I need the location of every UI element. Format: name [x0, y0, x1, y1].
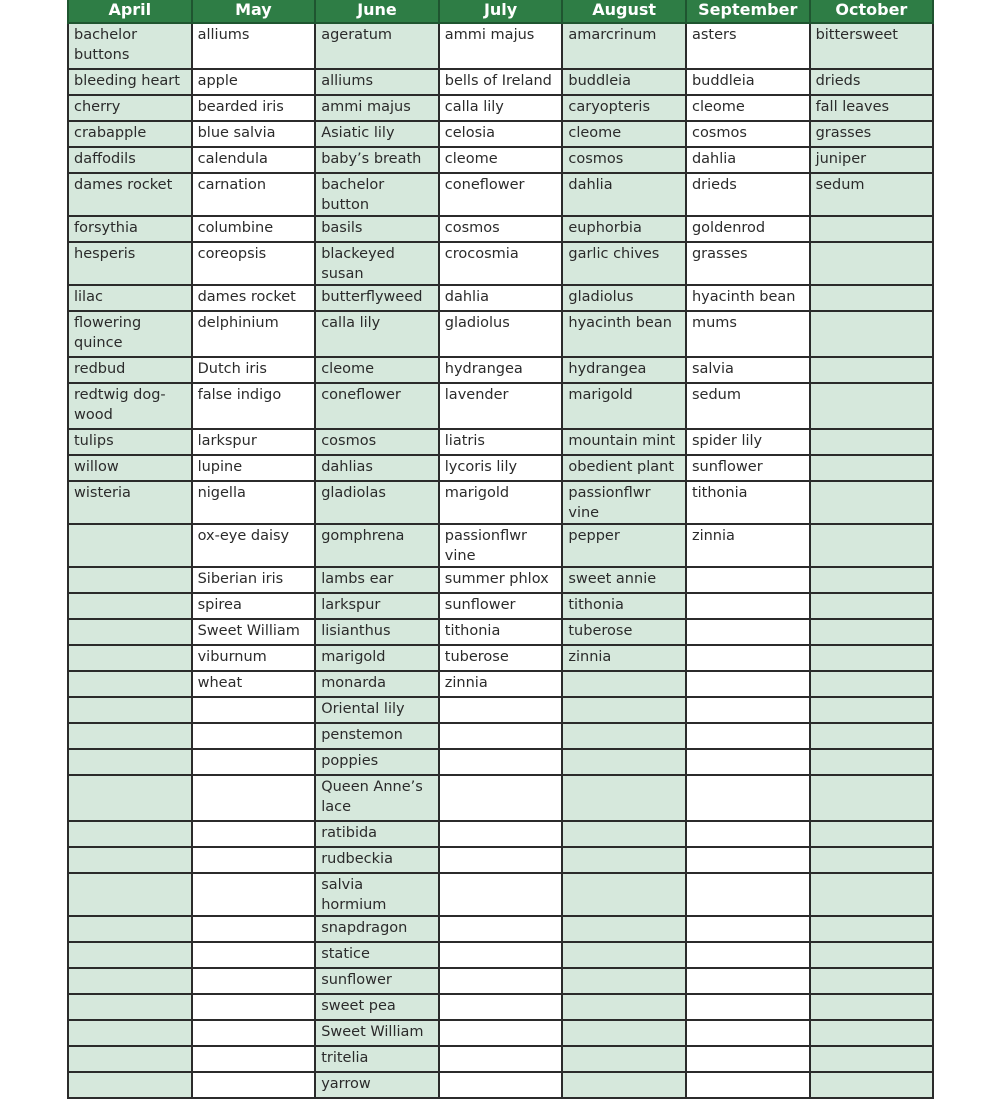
table-cell	[68, 524, 192, 567]
table-cell: columbine	[192, 216, 316, 242]
table-cell	[686, 847, 810, 873]
table-cell: wheat	[192, 671, 316, 697]
table-cell	[439, 873, 563, 916]
table-cell: gladiolus	[562, 285, 686, 311]
table-cell	[686, 671, 810, 697]
table-cell: pepper	[562, 524, 686, 567]
table-cell	[68, 942, 192, 968]
table-cell: mountain mint	[562, 429, 686, 455]
table-cell: cleome	[686, 95, 810, 121]
table-row	[68, 916, 933, 942]
table-cell: passionflwr vine	[562, 481, 686, 524]
table-cell: tulips	[68, 429, 192, 455]
table-cell	[562, 873, 686, 916]
table-cell	[562, 968, 686, 994]
table-cell: blackeyed susan	[315, 242, 439, 285]
table-cell: sedum	[686, 383, 810, 429]
table-cell	[810, 593, 934, 619]
table-cell	[192, 968, 316, 994]
month-header-may: May	[192, 0, 316, 23]
table-cell: amarcrinum	[562, 23, 686, 69]
header-row	[68, 0, 933, 23]
table-row	[68, 723, 933, 749]
table-cell	[686, 942, 810, 968]
table-cell: sedum	[810, 173, 934, 216]
table-cell	[68, 968, 192, 994]
table-row	[68, 645, 933, 671]
table-row	[68, 311, 933, 357]
table-cell: hydrangea	[562, 357, 686, 383]
table-cell	[192, 775, 316, 821]
table-cell: coreopsis	[192, 242, 316, 285]
table-cell: hyacinth bean	[562, 311, 686, 357]
table-cell: dahlia	[562, 173, 686, 216]
table-cell: Sweet William	[192, 619, 316, 645]
table-row	[68, 121, 933, 147]
table-cell	[192, 916, 316, 942]
table-row	[68, 994, 933, 1020]
table-cell: sweet pea	[315, 994, 439, 1020]
table-cell: tuberose	[562, 619, 686, 645]
table-cell	[686, 697, 810, 723]
table-cell	[810, 1072, 934, 1098]
table-row	[68, 697, 933, 723]
table-cell: calendula	[192, 147, 316, 173]
table-cell: larkspur	[192, 429, 316, 455]
table-cell	[810, 697, 934, 723]
table-cell	[686, 873, 810, 916]
table-cell: carnation	[192, 173, 316, 216]
table-row	[68, 567, 933, 593]
table-cell: lilac	[68, 285, 192, 311]
table-cell: delphinium	[192, 311, 316, 357]
table-cell: Queen Anne’s lace	[315, 775, 439, 821]
table-cell: salvia	[686, 357, 810, 383]
table-cell: obedient plant	[562, 455, 686, 481]
table-cell	[439, 994, 563, 1020]
table-cell	[68, 873, 192, 916]
table-cell: ageratum	[315, 23, 439, 69]
table-cell: willow	[68, 455, 192, 481]
table-cell: tithonia	[686, 481, 810, 524]
table-cell	[68, 847, 192, 873]
table-cell: hyacinth bean	[686, 285, 810, 311]
table-cell: larkspur	[315, 593, 439, 619]
table-cell: tithonia	[439, 619, 563, 645]
table-cell	[686, 567, 810, 593]
table-cell	[810, 645, 934, 671]
table-cell	[686, 645, 810, 671]
table-cell: cosmos	[562, 147, 686, 173]
table-cell: grasses	[686, 242, 810, 285]
table-cell: gladiolas	[315, 481, 439, 524]
table-cell	[810, 723, 934, 749]
table-cell	[439, 1020, 563, 1046]
table-cell	[192, 1020, 316, 1046]
table-row	[68, 749, 933, 775]
table-cell	[68, 723, 192, 749]
table-cell: Siberian iris	[192, 567, 316, 593]
table-row	[68, 242, 933, 285]
table-cell: grasses	[810, 121, 934, 147]
table-cell: blue salvia	[192, 121, 316, 147]
table-cell: sweet annie	[562, 567, 686, 593]
table-cell	[439, 942, 563, 968]
table-cell: ammi majus	[439, 23, 563, 69]
table-row	[68, 455, 933, 481]
table-cell	[562, 749, 686, 775]
table-cell	[810, 916, 934, 942]
table-cell	[562, 671, 686, 697]
table-cell	[810, 619, 934, 645]
table-cell: bachelor button	[315, 173, 439, 216]
table-cell: false indigo	[192, 383, 316, 429]
table-row	[68, 619, 933, 645]
table-cell: summer phlox	[439, 567, 563, 593]
table-cell: cosmos	[315, 429, 439, 455]
table-cell: cleome	[315, 357, 439, 383]
table-cell: liatris	[439, 429, 563, 455]
table-cell: nigella	[192, 481, 316, 524]
table-cell: dahlia	[439, 285, 563, 311]
table-cell	[439, 968, 563, 994]
table-cell: marigold	[439, 481, 563, 524]
table-cell: spider lily	[686, 429, 810, 455]
table-cell: juniper	[810, 147, 934, 173]
table-cell: hesperis	[68, 242, 192, 285]
table-cell	[562, 916, 686, 942]
table-cell: Sweet William	[315, 1020, 439, 1046]
table-row	[68, 942, 933, 968]
table-cell	[68, 619, 192, 645]
table-cell	[810, 775, 934, 821]
table-cell: bachelor buttons	[68, 23, 192, 69]
table-row	[68, 821, 933, 847]
table-cell	[192, 1072, 316, 1098]
table-cell	[686, 1072, 810, 1098]
table-cell: crabapple	[68, 121, 192, 147]
table-cell: buddleia	[686, 69, 810, 95]
table-cell	[810, 821, 934, 847]
table-cell	[562, 697, 686, 723]
table-cell: apple	[192, 69, 316, 95]
table-cell	[439, 1072, 563, 1098]
month-header-october: October	[810, 0, 934, 23]
table-row	[68, 775, 933, 821]
table-cell	[686, 1046, 810, 1072]
table-cell: penstemon	[315, 723, 439, 749]
table-cell: buddleia	[562, 69, 686, 95]
table-row	[68, 285, 933, 311]
table-cell: redtwig dog-wood	[68, 383, 192, 429]
table-cell: lycoris lily	[439, 455, 563, 481]
table-row	[68, 95, 933, 121]
table-cell: Oriental lily	[315, 697, 439, 723]
table-cell: zinnia	[562, 645, 686, 671]
table-cell	[68, 994, 192, 1020]
table-cell: forsythia	[68, 216, 192, 242]
flower-season-table	[67, 0, 934, 1099]
month-header-june: June	[315, 0, 439, 23]
table-row	[68, 524, 933, 567]
table-cell: drieds	[686, 173, 810, 216]
table-cell: sunflower	[439, 593, 563, 619]
table-cell: coneflower	[315, 383, 439, 429]
table-cell: calla lily	[315, 311, 439, 357]
table-cell: ammi majus	[315, 95, 439, 121]
table-cell	[686, 749, 810, 775]
table-cell	[439, 697, 563, 723]
table-cell	[68, 593, 192, 619]
table-row	[68, 147, 933, 173]
table-cell	[68, 1046, 192, 1072]
table-cell: lavender	[439, 383, 563, 429]
table-row	[68, 593, 933, 619]
table-cell: calla lily	[439, 95, 563, 121]
table-cell	[810, 455, 934, 481]
table-cell: marigold	[315, 645, 439, 671]
table-row	[68, 173, 933, 216]
table-cell: marigold	[562, 383, 686, 429]
table-cell	[810, 481, 934, 524]
table-cell: monarda	[315, 671, 439, 697]
table-cell	[686, 916, 810, 942]
table-cell	[810, 429, 934, 455]
table-cell: snapdragon	[315, 916, 439, 942]
table-cell: ratibida	[315, 821, 439, 847]
table-cell	[686, 723, 810, 749]
table-cell	[68, 821, 192, 847]
table-cell: yarrow	[315, 1072, 439, 1098]
table-cell	[68, 671, 192, 697]
table-cell	[68, 775, 192, 821]
table-cell	[686, 821, 810, 847]
table-cell	[562, 821, 686, 847]
table-cell	[686, 1020, 810, 1046]
table-cell	[810, 1046, 934, 1072]
table-cell	[68, 1020, 192, 1046]
table-row	[68, 383, 933, 429]
table-cell	[810, 383, 934, 429]
table-row	[68, 1072, 933, 1098]
table-row	[68, 357, 933, 383]
table-cell	[192, 994, 316, 1020]
table-cell: tuberose	[439, 645, 563, 671]
table-cell: dames rocket	[192, 285, 316, 311]
table-cell: baby’s breath	[315, 147, 439, 173]
table-cell	[439, 749, 563, 775]
table-cell	[192, 821, 316, 847]
table-cell: sunflower	[686, 455, 810, 481]
table-cell: bittersweet	[810, 23, 934, 69]
table-cell: butterflyweed	[315, 285, 439, 311]
table-cell	[686, 968, 810, 994]
table-cell	[810, 749, 934, 775]
table-cell	[192, 1046, 316, 1072]
table-cell: gladiolus	[439, 311, 563, 357]
table-row	[68, 23, 933, 69]
table-cell: Dutch iris	[192, 357, 316, 383]
table-cell	[192, 749, 316, 775]
table-cell	[439, 723, 563, 749]
table-cell	[562, 775, 686, 821]
table-cell: bearded iris	[192, 95, 316, 121]
table-cell	[562, 994, 686, 1020]
table-cell	[810, 942, 934, 968]
month-header-august: August	[562, 0, 686, 23]
table-cell: tritelia	[315, 1046, 439, 1072]
table-cell	[192, 942, 316, 968]
table-cell: passionflwr vine	[439, 524, 563, 567]
table-cell	[562, 847, 686, 873]
table-cell: viburnum	[192, 645, 316, 671]
table-cell	[686, 775, 810, 821]
month-header-september: September	[686, 0, 810, 23]
table-cell: flowering quince	[68, 311, 192, 357]
table-cell	[439, 775, 563, 821]
table-row	[68, 968, 933, 994]
table-cell: cosmos	[439, 216, 563, 242]
table-cell: spirea	[192, 593, 316, 619]
table-cell	[562, 723, 686, 749]
table-cell	[68, 645, 192, 671]
table-cell	[810, 1020, 934, 1046]
table-row	[68, 481, 933, 524]
table-cell: basils	[315, 216, 439, 242]
table-cell	[192, 847, 316, 873]
table-cell	[810, 994, 934, 1020]
table-cell	[810, 847, 934, 873]
table-cell	[68, 567, 192, 593]
table-row	[68, 873, 933, 916]
table-cell: celosia	[439, 121, 563, 147]
table-cell	[562, 1072, 686, 1098]
table-cell	[192, 873, 316, 916]
table-cell	[68, 697, 192, 723]
table-cell: lisianthus	[315, 619, 439, 645]
table-cell	[439, 821, 563, 847]
table-cell: bleeding heart	[68, 69, 192, 95]
table-cell	[192, 723, 316, 749]
table-cell: gomphrena	[315, 524, 439, 567]
table-cell	[810, 285, 934, 311]
table-cell	[810, 242, 934, 285]
table-cell: cherry	[68, 95, 192, 121]
table-cell	[68, 1072, 192, 1098]
table-cell	[810, 311, 934, 357]
table-cell: tithonia	[562, 593, 686, 619]
table-cell: poppies	[315, 749, 439, 775]
table-cell	[439, 1046, 563, 1072]
table-cell	[810, 357, 934, 383]
table-cell	[810, 567, 934, 593]
table-cell	[562, 1046, 686, 1072]
table-cell: lupine	[192, 455, 316, 481]
table-row	[68, 1046, 933, 1072]
table-cell: euphorbia	[562, 216, 686, 242]
table-cell: redbud	[68, 357, 192, 383]
table-cell: garlic chives	[562, 242, 686, 285]
table-cell: alliums	[315, 69, 439, 95]
month-header-april: April	[68, 0, 192, 23]
table-cell: coneflower	[439, 173, 563, 216]
table-row	[68, 216, 933, 242]
table-cell	[686, 619, 810, 645]
table-cell	[439, 847, 563, 873]
table-cell	[810, 524, 934, 567]
table-cell: cleome	[439, 147, 563, 173]
table-cell: cleome	[562, 121, 686, 147]
table-row	[68, 847, 933, 873]
table-cell	[810, 671, 934, 697]
table-cell: daffodils	[68, 147, 192, 173]
table-cell: asters	[686, 23, 810, 69]
table-row	[68, 429, 933, 455]
table-cell: cosmos	[686, 121, 810, 147]
table-row	[68, 671, 933, 697]
table-cell	[686, 994, 810, 1020]
table-cell: lambs ear	[315, 567, 439, 593]
table-cell: hydrangea	[439, 357, 563, 383]
table-cell	[810, 873, 934, 916]
table-row	[68, 1020, 933, 1046]
table-cell: dames rocket	[68, 173, 192, 216]
table-cell: mums	[686, 311, 810, 357]
table-cell	[192, 697, 316, 723]
table-cell: dahlias	[315, 455, 439, 481]
table-cell: goldenrod	[686, 216, 810, 242]
table-cell: alliums	[192, 23, 316, 69]
table-cell: zinnia	[686, 524, 810, 567]
table-cell: fall leaves	[810, 95, 934, 121]
table-cell: statice	[315, 942, 439, 968]
table-cell	[810, 216, 934, 242]
table-cell	[562, 942, 686, 968]
table-cell	[68, 749, 192, 775]
table-cell	[562, 1020, 686, 1046]
table-cell	[68, 916, 192, 942]
table-cell: dahlia	[686, 147, 810, 173]
table-cell: drieds	[810, 69, 934, 95]
table-cell: Asiatic lily	[315, 121, 439, 147]
table-cell: caryopteris	[562, 95, 686, 121]
table-cell: ox-eye daisy	[192, 524, 316, 567]
table-cell: wisteria	[68, 481, 192, 524]
table-cell	[686, 593, 810, 619]
table-row	[68, 69, 933, 95]
table-cell	[810, 968, 934, 994]
table-cell: zinnia	[439, 671, 563, 697]
month-header-july: July	[439, 0, 563, 23]
table-cell: rudbeckia	[315, 847, 439, 873]
table-cell: sunflower	[315, 968, 439, 994]
table-cell: bells of Ireland	[439, 69, 563, 95]
table-cell: salvia hormium	[315, 873, 439, 916]
table-cell	[439, 916, 563, 942]
table-cell: crocosmia	[439, 242, 563, 285]
